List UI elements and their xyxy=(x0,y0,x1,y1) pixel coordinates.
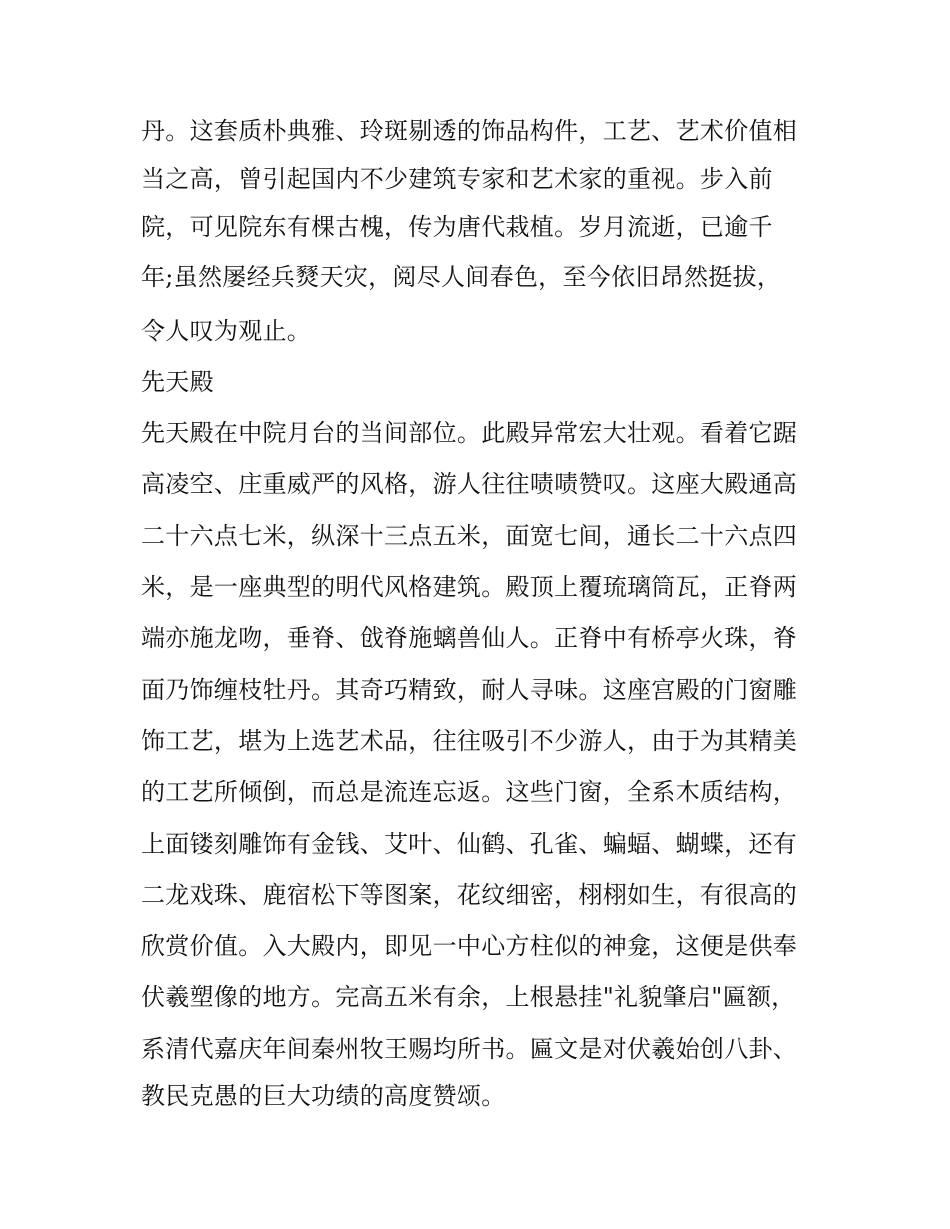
paragraph-2-line: 教民克愚的巨大功绩的高度赞颂。 xyxy=(141,1082,506,1110)
paragraph-1-line: 院，可见院东有棵古槐，传为唐代栽植。岁月流逝，已逾千 xyxy=(141,213,773,241)
paragraph-2-line: 端亦施龙吻，垂脊、戗脊施螭兽仙人。正脊中有桥亭火珠，脊 xyxy=(141,624,798,652)
paragraph-2-line: 二十六点七米，纵深十三点五米，面宽七间，通长二十六点四 xyxy=(141,522,798,550)
paragraph-2-line: 的工艺所倾倒，而总是流连忘返。这些门窗，全系木质结构， xyxy=(141,778,798,806)
paragraph-2-line: 系清代嘉庆年间秦州牧王赐均所书。匾文是对伏羲始创八卦、 xyxy=(141,1035,798,1063)
paragraph-2-line: 饰工艺，堪为上选艺术品，往往吸引不少游人，由于为其精美 xyxy=(141,727,798,755)
paragraph-2-line: 二龙戏珠、鹿宿松下等图案，花纹细密，栩栩如生，有很高的 xyxy=(141,881,798,909)
paragraph-2-line: 面乃饰缠枝牡丹。其奇巧精致，耐人寻味。这座宫殿的门窗雕 xyxy=(141,676,798,704)
paragraph-2-line: 欣赏价值。入大殿内，即见一中心方柱似的神龛，这便是供奉 xyxy=(141,932,798,960)
paragraph-1-line: 当之高，曾引起国内不少建筑专家和艺术家的重视。步入前 xyxy=(141,165,773,193)
paragraph-2-line: 伏羲塑像的地方。完高五米有余，上根悬挂"礼貌肇启"匾额， xyxy=(141,983,796,1011)
paragraph-2-line: 上面镂刻雕饰有金钱、艾叶、仙鹤、孔雀、蝙蝠、蝴蝶，还有 xyxy=(141,830,798,858)
paragraph-1-line: 年;虽然屡经兵燹天灾，阅尽人间春色，至今依旧昂然挺拔， xyxy=(141,263,782,291)
paragraph-2-line: 高凌空、庄重威严的风格，游人往往啧啧赞叹。这座大殿通高 xyxy=(141,470,798,498)
section-heading: 先天殿 xyxy=(141,368,214,396)
paragraph-2-line: 先天殿在中院月台的当间部位。此殿异常宏大壮观。看着它踞 xyxy=(141,419,798,447)
paragraph-1-line: 令人叹为观止。 xyxy=(141,317,312,345)
paragraph-2-line: 米，是一座典型的明代风格建筑。殿顶上覆琉璃筒瓦，正脊两 xyxy=(141,573,798,601)
paragraph-1-line: 丹。这套质朴典雅、玲斑剔透的饰品构件，工艺、艺术价值相 xyxy=(141,117,798,145)
